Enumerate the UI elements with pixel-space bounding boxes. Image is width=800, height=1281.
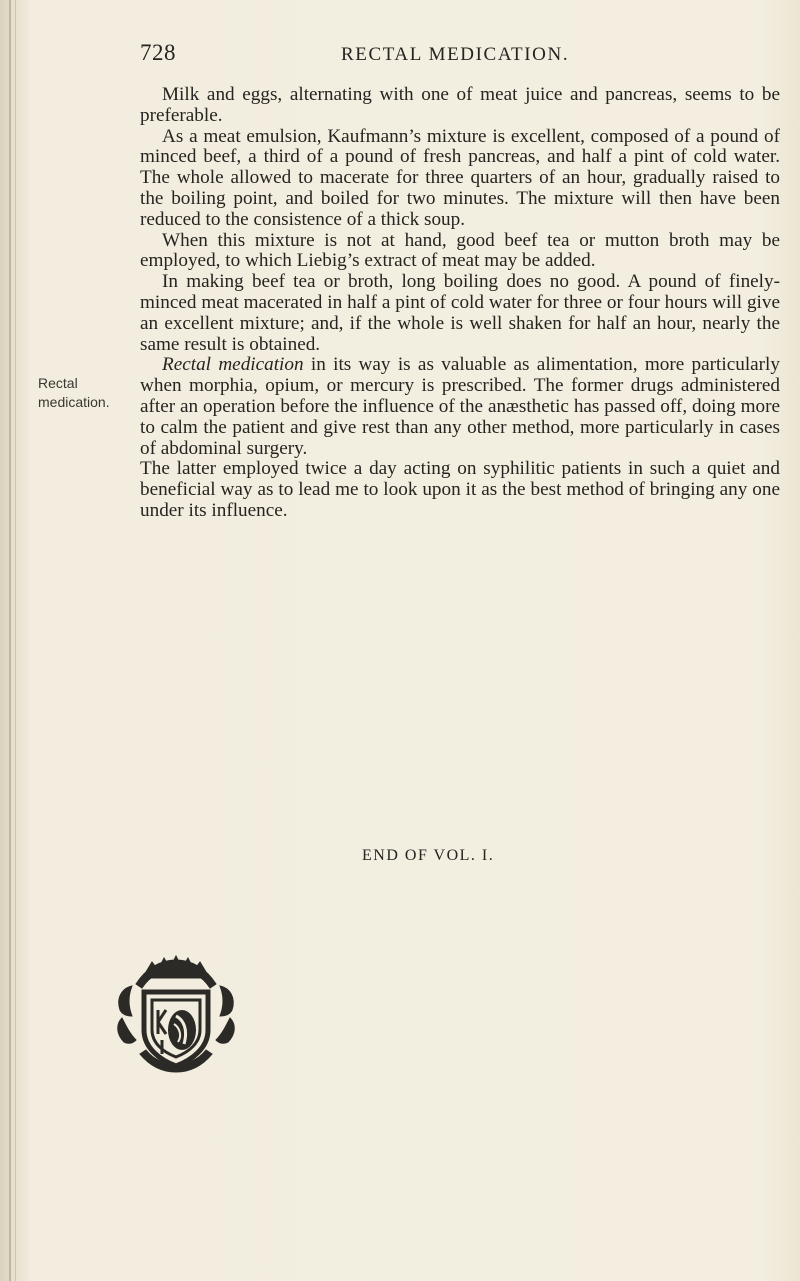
running-head: RECTAL MEDICATION. — [341, 44, 570, 65]
paragraph-5-rest: in its way is as valuable as alimentation, more particularly when morphia, opium, or mercury is prescribed. The former drugs administered after an operation before the influence of the anæsthetic has passed off, doing more to calm the patient and give rest than any other method, more particularly in cases of abdominal surgery. — [140, 354, 780, 459]
gutter-rule — [9, 0, 11, 1281]
gutter-rule-secondary — [15, 0, 16, 1281]
paragraph-5-italic-lead: Rectal medication — [162, 354, 304, 376]
paragraph-4: In making beef tea or broth, long boiling does no good. A pound of finely-minced meat macerated in half a pint of cold water for three or four hours will give an excellent mixture; and, if the whole is well shaken for half an hour, nearly the same result is obtained. — [140, 271, 780, 355]
binding-gutter — [0, 0, 28, 1281]
stamp-graphic — [106, 950, 246, 1080]
paragraph-3: When this mixture is not at hand, good beef tea or mutton broth may be employed, to which Liebig’s extract of meat may be added. — [140, 229, 780, 272]
margin-note — [38, 374, 138, 412]
paragraph-2: As a meat emulsion, Kaufmann’s mixture is excellent, composed of a pound of minced beef, a third of a pound of fresh pancreas, and half a pint of cold water. The whole allowed to macerate for three quarters of an hour, gradually raised to the boiling point, and boiled for two minutes. The mixture will then have been reduced to the consistence of a thick soup. — [140, 125, 780, 230]
paragraph-6: The latter employed twice a day acting on syphilitic patients in such a quiet and beneficial way as to lead me to look upon it as the best method of bringing any one under its influence. — [140, 458, 780, 521]
library-stamp-icon — [106, 950, 246, 1080]
page-number: 728 — [140, 40, 176, 65]
paragraph-1: Milk and eggs, alternating with one of meat juice and pancreas, seems to be preferable. — [140, 84, 780, 126]
margin-note-line-2: medication. — [38, 394, 110, 410]
paragraph-5 — [140, 355, 780, 459]
margin-note-line-1: Rectal — [38, 375, 78, 391]
end-of-volume-note: END OF VOL. I. — [362, 847, 495, 864]
page-header — [140, 40, 780, 70]
body-text — [140, 85, 780, 522]
